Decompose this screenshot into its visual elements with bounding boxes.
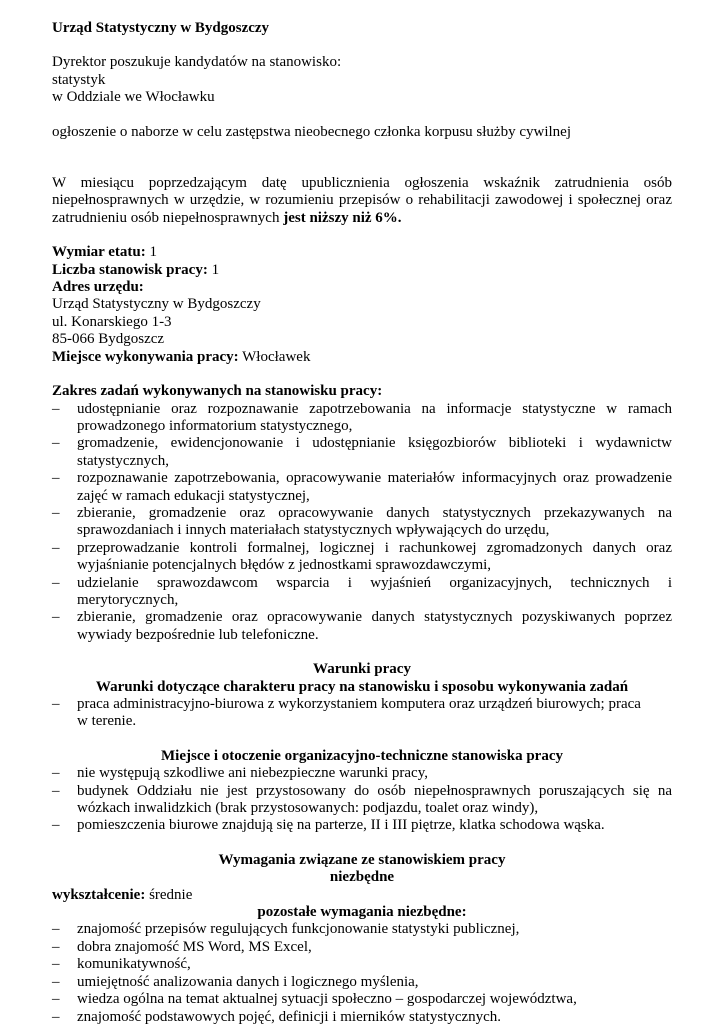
positions-label: Liczba stanowisk pracy: [52,261,208,278]
positions-value: 1 [211,261,220,278]
list-item: – komunikatywność, [52,956,672,973]
list-item: – umiejętność analizowania danych i logicznego myślenia, [52,974,672,991]
address-line: 85-066 Bydgoszcz [52,331,165,348]
list-item: – gromadzenie, ewidencjonowanie i udostępnianie księgozbiorów biblioteki i wydawnictw statystycznych, [52,435,672,470]
work-time [52,244,672,261]
work-place-value: Włocławek [242,348,311,365]
list-item: – dobra znajomość MS Word, MS Excel, [52,939,672,956]
list-item: – zbieranie, gromadzenie oraz opracowywanie danych statystycznych przekazywanych na sprawozdaniach i innych materiałach statystycznych wpływających do urzędu, [52,505,672,540]
list-item: – nie występują szkodliwe ani niebezpieczne warunki pracy, [52,765,672,782]
employment-note-bold: jest niższy niż 6%. [283,209,402,226]
list-item: – rozpoznawanie zapotrzebowania, opracowywanie materiałów informacyjnych oraz prowadzenie zajęć w ramach edukacji statystycznej, [52,470,672,505]
department-name: w Oddziale we Włocławku [52,89,215,106]
list-item: – przeprowadzanie kontroli formalnej, logicznej i rachunkowej zgromadzonych danych oraz wyjaśnianie potencjalnych błędów z jednostkami sprawozdawczymi, [52,540,672,575]
environment-list [52,765,672,835]
list-item: – udostępnianie oraz rozpoznawanie zapotrzebowania na informacje statystyczne w ramach prowadzonego informatorium statystycznego, [52,401,672,436]
work-time-label: Wymiar etatu: [52,244,146,261]
conditions-heading: Warunki pracy [313,661,411,678]
address-label: Adres urzędu: [52,279,144,296]
intro-line: Dyrektor poszukuje kandydatów na stanowisko: [52,54,342,71]
requirements-heading: Wymagania związane ze stanowiskiem pracy [218,851,506,868]
address-line: Urząd Statystyczny w Bydgoszczy [52,296,261,313]
conditions-subheading: Warunki dotyczące charakteru pracy na stanowisku i sposobu wykonywania zadań [95,678,629,695]
requirements-subheading: niezbędne [329,869,395,886]
announcement-type: ogłoszenie o naborze w celu zastępstwa nieobecnego członka korpusu służby cywilnej [52,123,571,140]
work-place-label: Miejsce wykonywania pracy: [52,348,239,365]
work-place [52,349,672,366]
list-item: – znajomość podstawowych pojęć, definicji i mierników statystycznych. [52,1009,672,1026]
tasks-heading: Zakres zadań wykonywanych na stanowisku pracy: [52,383,383,400]
list-item: – zbieranie, gromadzenie oraz opracowywanie danych statystycznych pozyskiwanych poprzez wywiady bezpośrednie lub telefoniczne. [52,609,672,644]
education-label: wykształcenie: [52,886,146,903]
address-line: ul. Konarskiego 1-3 [52,313,172,330]
list-item: – wiedza ogólna na temat aktualnej sytuacji społeczno – gospodarczej województwa, [52,991,672,1008]
conditions-list [52,696,672,731]
education [52,887,672,904]
employment-note-text: W miesiącu poprzedzającym datę upublicznienia ogłoszenia wskaźnik zatrudnienia osób niepełnosprawnych w urzędzie, w rozumieniu przepisów o rehabilitacji zawodowej i społecznej oraz zatrudnieniu osób niepełnosprawnych [52,175,672,226]
list-item: – pomieszczenia biurowe znajdują się na parterze, II i III piętrze, klatka schodowa wąska. [52,817,672,834]
other-requirements-heading: pozostałe wymagania niezbędne: [257,904,467,921]
work-time-value: 1 [149,244,157,261]
environment-heading: Miejsce i otoczenie organizacyjno-techniczne stanowiska pracy [161,747,563,764]
list-item: – udzielanie sprawozdawcom wsparcia i wyjaśnień organizacyjnych, technicznych i merytorycznych, [52,575,672,610]
list-item: – budynek Oddziału nie jest przystosowany do osób niepełnosprawnych poruszających się na wózkach inwalidzkich (brak przystosowanych: podjazdu, toalet oraz windy), [52,783,672,818]
requirements-list [52,921,672,1025]
tasks-list [52,401,672,645]
education-value: średnie [149,886,193,903]
list-item: – praca administracyjno-biurowa z wykorzystaniem komputera oraz urządzeń biurowych; praca w terenie. [52,696,672,731]
position-name: statystyk [52,71,106,88]
employment-note [52,175,672,227]
office-title: Urząd Statystyczny w Bydgoszczy [52,20,270,36]
list-item: – znajomość przepisów regulujących funkcjonowanie statystyki publicznej, [52,921,672,938]
positions-count [52,262,672,279]
